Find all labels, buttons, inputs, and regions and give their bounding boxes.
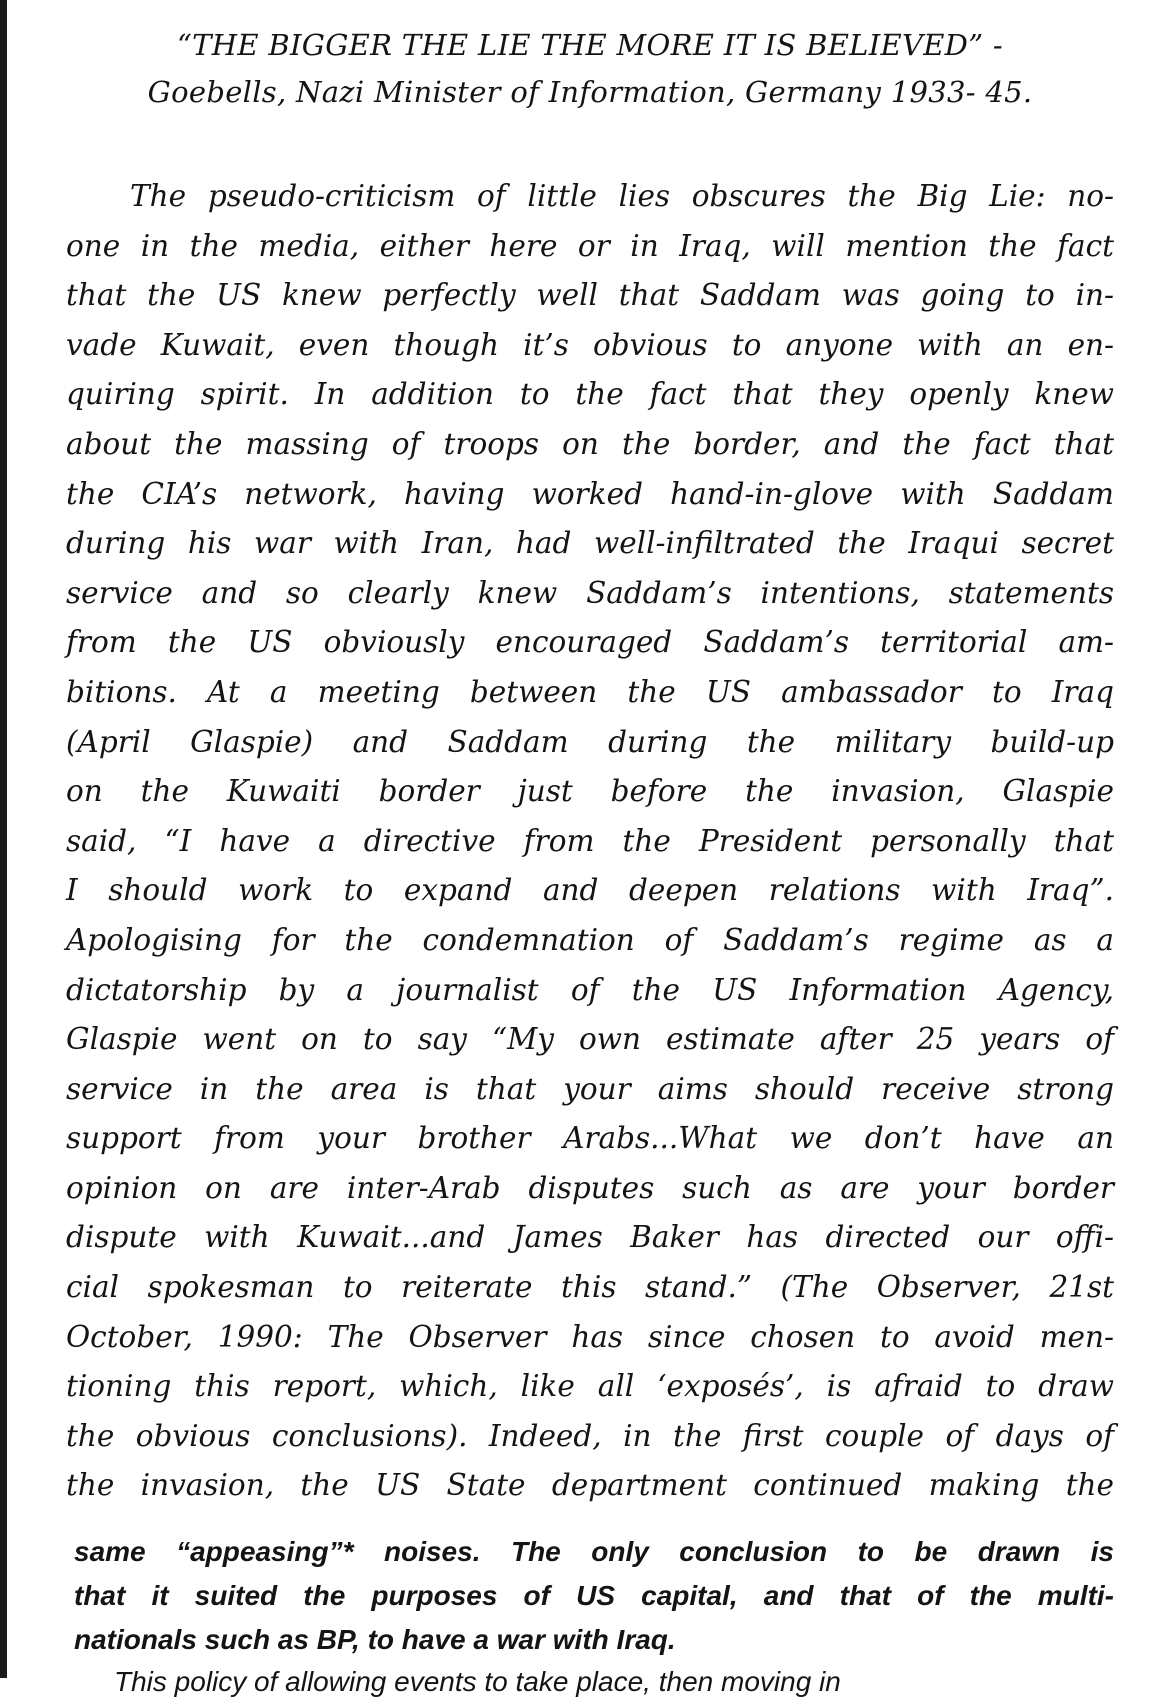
body-line: I should work to expand and deepen relations with Iraq”. <box>66 873 1114 908</box>
body-line: October, 1990: The Observer has since chosen to avoid men- <box>66 1319 1114 1354</box>
body-line: cial spokesman to reiterate this stand.” (The Observer, 21st <box>66 1270 1114 1305</box>
body-line: about the massing of troops on the border, and the fact that <box>66 426 1114 461</box>
body-line: Apologising for the condemnation of Saddam’s regime as a <box>66 922 1114 957</box>
body-line: quiring spirit. In addition to the fact that they openly knew <box>66 377 1114 412</box>
body-line: support from your brother Arabs...What we don’t have an <box>66 1121 1114 1156</box>
body-line: service in the area is that your aims should receive strong <box>66 1071 1114 1106</box>
body-line: one in the media, either here or in Iraq, will mention the fact <box>66 228 1114 263</box>
body-line: the CIA’s network, having worked hand-in-glove with Saddam <box>66 476 1114 511</box>
body-line: bitions. At a meeting between the US ambassador to Iraq <box>66 674 1114 709</box>
page-edge-rule <box>0 0 7 1678</box>
bold-line: nationals such as BP, to have a war with Iraq. <box>74 1624 676 1655</box>
body-line: (April Glaspie) and Saddam during the military build-up <box>66 724 1114 759</box>
bold-line: that it suited the purposes of US capital, and that of the multi- <box>74 1580 1114 1611</box>
bold-line: same “appeasing”* noises. The only conclusion to be drawn is <box>74 1536 1114 1567</box>
body-line: The pseudo-criticism of little lies obscures the Big Lie: no- <box>130 179 1114 213</box>
epigraph-line-2: Goebells, Nazi Minister of Information, Germany 1933- 45. <box>147 75 1033 109</box>
body-line: dictatorship by a journalist of the US Information Agency, <box>66 972 1114 1007</box>
body-line: during his war with Iran, had well-infiltrated the Iraqui secret <box>66 526 1114 561</box>
body-line: opinion on are inter-Arab disputes such as are your border <box>66 1170 1114 1205</box>
body-line: from the US obviously encouraged Saddam’s territorial am- <box>66 625 1114 660</box>
body-line: said, “I have a directive from the President personally that <box>66 823 1114 858</box>
epigraph-quote <box>60 22 1120 116</box>
body-line: Glaspie went on to say “My own estimate after 25 years of <box>66 1022 1114 1057</box>
epigraph-line-1: “THE BIGGER THE LIE THE MORE IT IS BELIEVED” - <box>177 28 1003 62</box>
body-line: that the US knew perfectly well that Saddam was going to in- <box>66 278 1114 313</box>
body-line: service and so clearly knew Saddam’s intentions, statements <box>66 575 1114 610</box>
body-line: tioning this report, which, like all ‘exposés’, is afraid to draw <box>66 1369 1114 1404</box>
body-line: the invasion, the US State department continued making the <box>66 1468 1114 1503</box>
body-line: dispute with Kuwait...and James Baker has directed our offi- <box>66 1220 1114 1255</box>
body-line: vade Kuwait, even though it’s obvious to anyone with an en- <box>66 327 1114 362</box>
cut-off-line: This policy of allowing events to take place, then moving in <box>114 1666 841 1697</box>
body-line: on the Kuwaiti border just before the invasion, Glaspie <box>66 774 1114 809</box>
body-paragraph <box>66 172 1114 1511</box>
body-line: the obvious conclusions). Indeed, in the first couple of days of <box>66 1418 1114 1453</box>
bold-conclusion <box>74 1530 1114 1662</box>
